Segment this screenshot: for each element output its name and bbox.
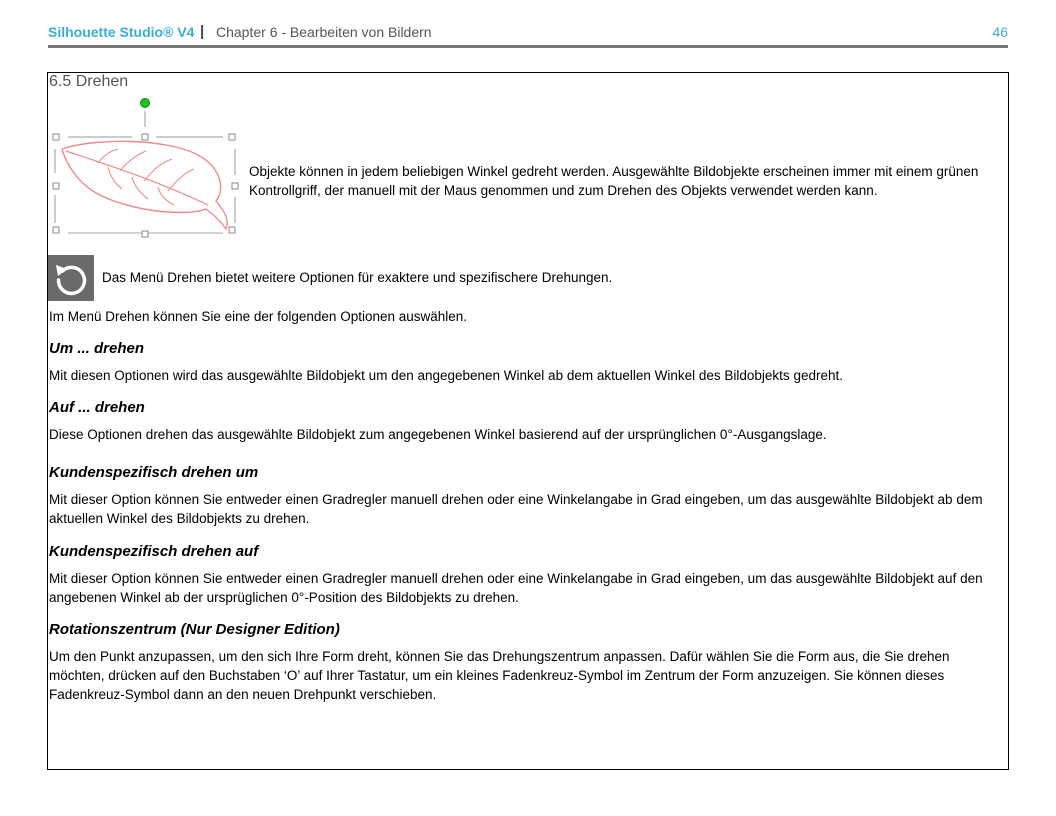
section-title: 6.5 Drehen xyxy=(49,73,129,90)
brand-title: Silhouette Studio® V4 xyxy=(48,24,195,40)
rotate-icon[interactable] xyxy=(48,255,94,301)
option-heading-rotation-center: Rotationszentrum (Nur Designer Edition) xyxy=(49,621,340,638)
header-separator: | xyxy=(200,23,205,40)
page-number: 46 xyxy=(992,24,1008,40)
option-text-custom-um: Mit dieser Option können Sie entweder einen Gradregler manuell drehen oder eine Winkelangabe in Grad eingeben, um das ausgewählte Bildobjekt ab dem aktuellen Winkel des Bildobjekts zu drehen. xyxy=(49,492,983,526)
option-heading-um: Um ... drehen xyxy=(49,340,145,357)
content-frame xyxy=(47,72,1009,770)
option-text-custom-auf: Mit dieser Option können Sie entweder einen Gradregler manuell drehen oder eine Winkelangabe in Grad eingeben, um das ausgewählte Bildobjekt auf den angebenen Winkel ab der ursprüglichen 0°-Position des Bildobjekts zu drehen. xyxy=(49,571,983,605)
option-heading-custom-um: Kundenspezifisch drehen um xyxy=(49,464,259,481)
option-heading-auf: Auf ... drehen xyxy=(49,399,145,416)
option-heading-custom-auf: Kundenspezifisch drehen auf xyxy=(49,543,259,560)
rotation-handle xyxy=(141,99,150,108)
header-rule xyxy=(48,45,1008,48)
options-intro: Im Menü Drehen können Sie eine der folgenden Optionen auswählen. xyxy=(49,309,468,324)
intro-paragraph: Objekte können in jedem beliebigen Winkel gedreht werden. Ausgewählte Bildobjekte erscheinen immer mit einem grünen Kontrollgriff, der manuell mit der Maus genommen und zum Drehen des Objekts verwendet werden kann. xyxy=(249,164,979,198)
leaf-selection-icon xyxy=(48,93,244,243)
option-text-rotation-center: Um den Punkt anzupassen, um den sich Ihre Form dreht, können Sie das Drehungszentrum anpassen. Dafür wählen Sie die Form aus, die Sie drehen möchten, drücken auf den Buchstaben ‘O’ auf Ihrer Tastatur, um ein kleines Fadenkreuz-Symbol im Zentrum der Form anzuzeigen. Sie können dieses Fadenkreuz-Symbol dann an den neuen Drehpunkt verschieben. xyxy=(49,649,950,702)
page-header xyxy=(48,24,1008,46)
option-text-auf: Diese Optionen drehen das ausgewählte Bildobjekt zum angegebenen Winkel basierend auf der ursprünglichen 0°-Ausgangslage. xyxy=(49,427,827,442)
rotate-menu-text: Das Menü Drehen bietet weitere Optionen für exaktere und spezifischere Drehungen. xyxy=(102,270,613,285)
chapter-title: Chapter 6 - Bearbeiten von Bildern xyxy=(216,24,432,40)
option-text-um: Mit diesen Optionen wird das ausgewählte Bildobjekt um den angegebenen Winkel ab dem aktuellen Winkel des Bildobjekts gedreht. xyxy=(49,368,843,383)
